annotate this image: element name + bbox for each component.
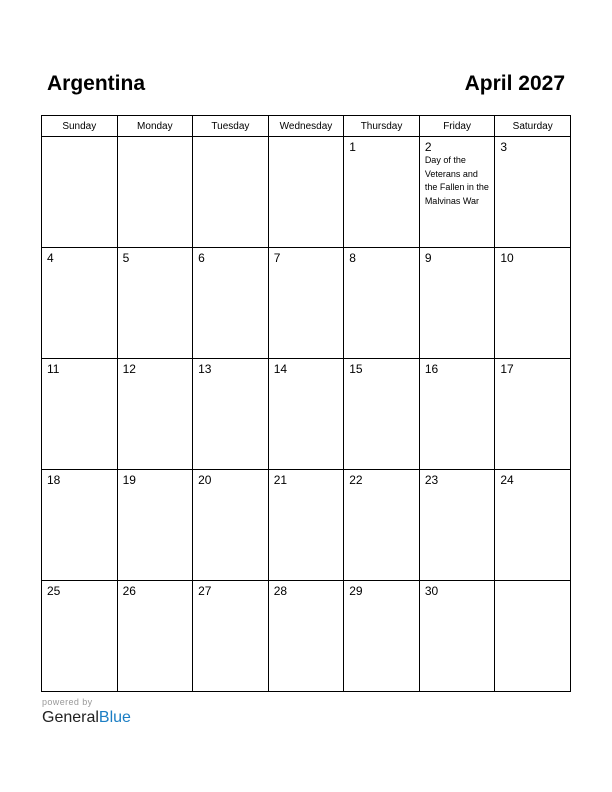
day-cell (419, 137, 495, 248)
day-number: 11 (47, 362, 60, 376)
day-number: 16 (424, 362, 439, 376)
day-number: 5 (122, 251, 130, 265)
footer (42, 697, 131, 727)
day-number: 6 (198, 251, 205, 265)
day-cell (419, 470, 495, 581)
day-cell (193, 137, 269, 248)
day-number: 8 (349, 251, 356, 265)
weekday-header: Thursday (344, 116, 420, 137)
day-cell (117, 359, 193, 470)
weekday-header-row (42, 116, 571, 137)
logo-text-general: General (42, 709, 99, 726)
day-number: 17 (500, 362, 514, 376)
day-number: 25 (47, 584, 61, 598)
day-number: 27 (198, 584, 212, 598)
day-cell (344, 137, 420, 248)
day-cell (193, 581, 269, 692)
day-number: 30 (424, 584, 439, 598)
day-cell (268, 581, 344, 692)
day-number (193, 137, 268, 140)
day-number: 14 (273, 362, 288, 376)
calendar-country-title: Argentina (47, 72, 146, 95)
day-cell (268, 470, 344, 581)
calendar-grid (41, 115, 571, 692)
day-cell (419, 359, 495, 470)
day-cell (117, 137, 193, 248)
week-row (42, 581, 571, 692)
day-number: 12 (122, 362, 136, 376)
day-number (269, 137, 344, 140)
day-number: 19 (122, 473, 136, 487)
day-cell (193, 359, 269, 470)
day-number (118, 137, 193, 140)
day-number: 18 (47, 473, 61, 487)
day-cell (344, 359, 420, 470)
weekday-header: Wednesday (268, 116, 344, 137)
day-cell (344, 581, 420, 692)
day-cell (42, 137, 118, 248)
day-cell (42, 581, 118, 692)
day-number (495, 581, 570, 584)
day-number: 28 (273, 584, 288, 598)
weekday-header: Saturday (495, 116, 571, 137)
weekday-header: Friday (419, 116, 495, 137)
weekday-header: Sunday (42, 116, 118, 137)
day-cell (419, 248, 495, 359)
weekday-header: Monday (117, 116, 193, 137)
day-cell (268, 137, 344, 248)
day-number: 3 (500, 140, 508, 154)
day-cell (193, 470, 269, 581)
weekday-header: Tuesday (193, 116, 269, 137)
day-cell (268, 359, 344, 470)
day-cell (495, 359, 571, 470)
day-cell (42, 359, 118, 470)
day-number: 29 (349, 584, 363, 598)
holiday-label: Day of the Veterans and the Fallen in the Malvinas War (424, 155, 489, 206)
day-cell (42, 470, 118, 581)
day-cell (495, 137, 571, 248)
day-number: 1 (349, 140, 356, 154)
logo-text-blue: Blue (98, 709, 131, 726)
day-cell (42, 248, 118, 359)
day-number: 2 (424, 140, 432, 154)
powered-by-label: powered by (42, 697, 93, 707)
day-number: 7 (273, 251, 281, 265)
day-cell (344, 470, 420, 581)
day-number: 9 (424, 251, 432, 265)
calendar-month-title: April 2027 (464, 72, 565, 95)
day-cell (344, 248, 420, 359)
day-number (42, 137, 117, 140)
day-cell (495, 470, 571, 581)
day-cell (495, 248, 571, 359)
day-cell (117, 470, 193, 581)
day-number: 13 (198, 362, 212, 376)
day-number: 22 (349, 473, 363, 487)
day-cell (495, 581, 571, 692)
day-number: 24 (500, 473, 514, 487)
week-row (42, 359, 571, 470)
day-number: 23 (424, 473, 439, 487)
day-number: 21 (273, 473, 288, 487)
generalblue-logo[interactable] (42, 709, 131, 727)
day-number: 4 (47, 251, 54, 265)
week-row (42, 137, 571, 248)
week-row (42, 248, 571, 359)
day-number: 20 (198, 473, 212, 487)
day-number: 26 (122, 584, 136, 598)
day-cell (268, 248, 344, 359)
week-row (42, 470, 571, 581)
day-cell (117, 581, 193, 692)
day-number: 10 (500, 251, 514, 265)
day-cell (193, 248, 269, 359)
day-cell (117, 248, 193, 359)
day-cell (419, 581, 495, 692)
day-number: 15 (349, 362, 363, 376)
